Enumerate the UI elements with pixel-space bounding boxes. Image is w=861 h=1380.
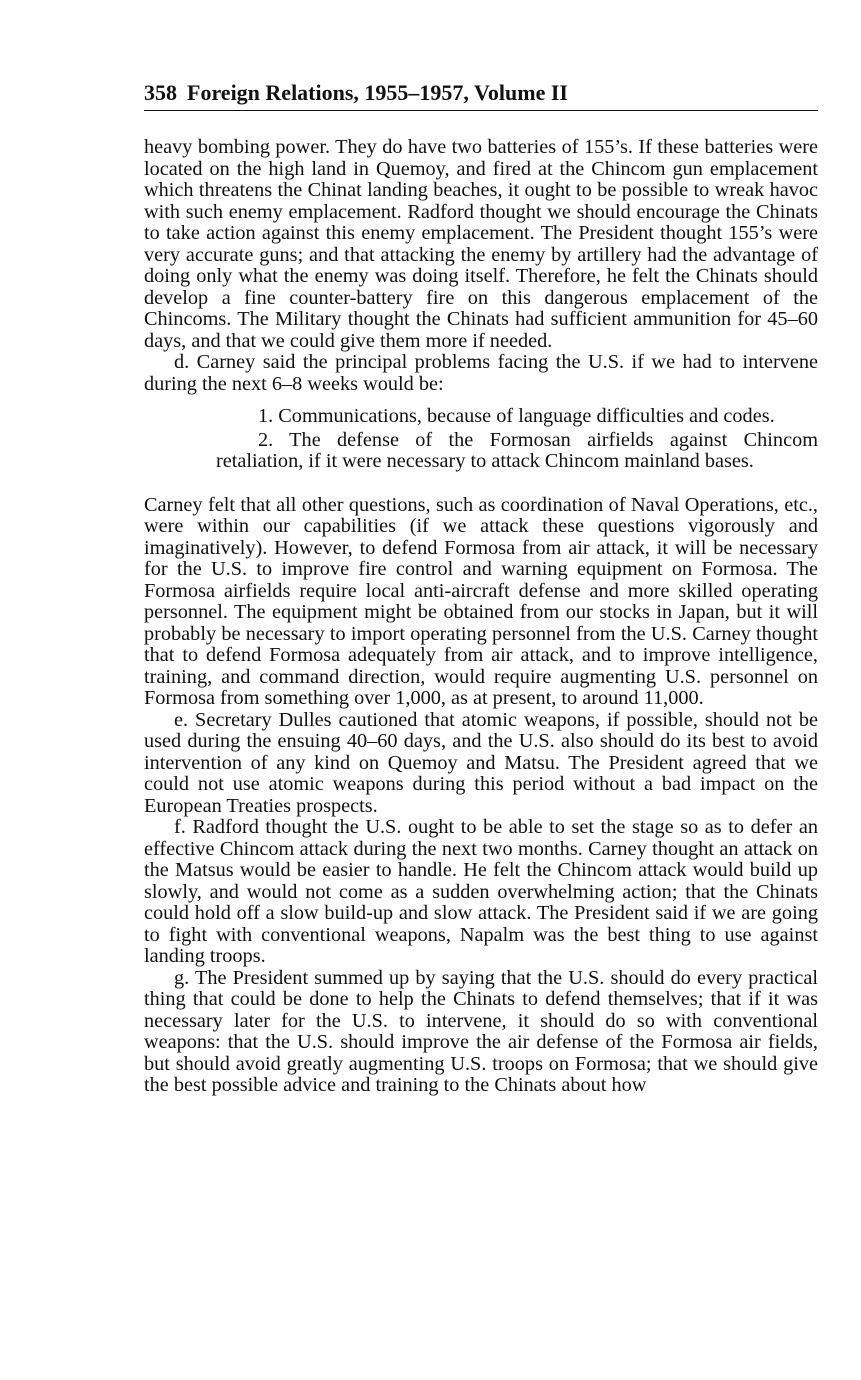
paragraph-carney: Carney felt that all other questions, such as coordination of Naval Operations, etc., were within our capabilities (if we attack these questions vigorously and imaginatively). However, to defend Formosa from air attack, it will be necessary for the U.S. to improve fire control and warning equipment on Formosa. The Formosa airfields require local anti-aircraft defense and more skilled operating personnel. The equipment might be obtained from our stocks in Japan, but it will probably be necessary to import operating personnel from the U.S. Carney thought that to defend Formosa adequately from air attack, and to improve intelligence, training, and command direction, would require augmenting U.S. personnel on Formosa from something over 1,000, as at present, to around 11,000. — [144, 493, 818, 709]
paragraph-e: e. Secretary Dulles cautioned that atomic weapons, if possible, should not be used during the ensuing 40–60 days, and the U.S. also should do its best to avoid intervention of any kind on Quemoy and Matsu. The President agreed that we could not use atomic weapons during this period without a bad impact on the European Treaties prospects. — [144, 708, 818, 817]
page-number: 358 — [144, 80, 177, 105]
paragraph-continued: heavy bombing power. They do have two batteries of 155’s. If these batteries were located on the high land in Quemoy, and fired at the Chincom gun emplacement which threatens the Chinat landing beaches, it ought to be possible to wreak havoc with such enemy emplacement. Radford thought we should encourage the Chinats to take action against this enemy emplacement. The President thought 155’s were very accurate guns; and that attacking the enemy by artillery had the advantage of doing only what the enemy was doing itself. Therefore, he felt the Chinats should develop a fine counter-battery fire on this dangerous emplacement of the Chincoms. The Military thought the Chinats had sufficient ammunition for 45–60 days, and that we could give them more if needed. — [144, 136, 818, 352]
document-page — [144, 78, 818, 1097]
running-head — [144, 78, 818, 111]
paragraph-g: g. The President summed up by saying that the U.S. should do every practical thing that could be done to help the Chinats to defend themselves; that if it was necessary later for the U.S. to intervene, it should do so with conventional weapons: that the U.S. should improve the air defense of the Formosa air fields, but should avoid greatly augmenting U.S. troops on Formosa; that we should give the best possible advice and training to the Chinats about how — [144, 966, 818, 1096]
running-title: Foreign Relations, 1955–1957, Volume II — [187, 80, 568, 105]
list-item: 1. Communications, because of language difficulties and codes. — [258, 405, 775, 427]
paragraph-d: d. Carney said the principal problems facing the U.S. if we had to intervene during the next 6–8 weeks would be: — [144, 351, 818, 395]
enumerated-list — [144, 406, 818, 473]
paragraph-f: f. Radford thought the U.S. ought to be able to set the stage so as to defer an effective Chincom attack during the next two months. Carney thought an attack on the Matsus would be easier to handle. He felt the Chincom attack would build up slowly, and would not come as a sudden overwhelming action; that the Chinats could hold off a slow build-up and slow attack. The President said if we are going to fight with conventional weapons, Napalm was the best thing to use against landing troops. — [144, 816, 818, 967]
list-item: 2. The defense of the Formosan airfields against Chincom retaliation, if it were necessary to attack Chincom mainland bases. — [216, 428, 818, 472]
body-text — [144, 137, 818, 1097]
